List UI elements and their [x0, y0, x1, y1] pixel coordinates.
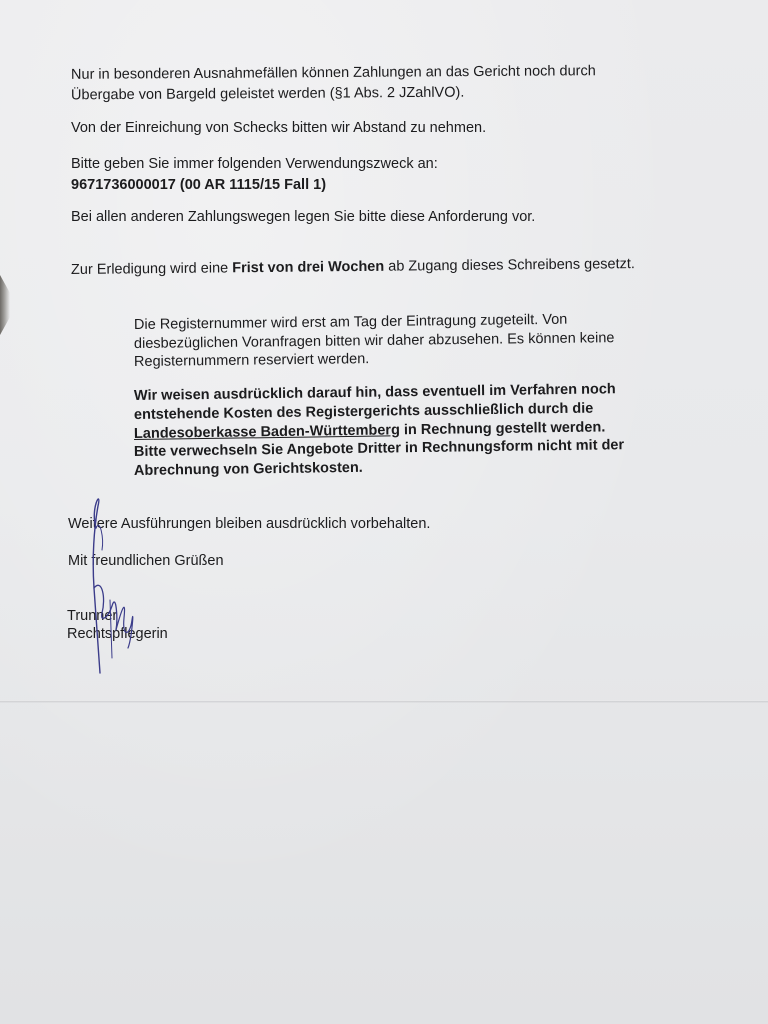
cost-notice-line-2: entstehende Kosten des Registergerichts ausschließlich durch die [133, 400, 594, 423]
reservation-paragraph: Weitere Ausführungen bleiben ausdrücklich vorbehalten. [68, 516, 431, 532]
payment-cash-line-2: Übergabe von Bargeld geleistet werden (§1 Abs. 2 JZahlVO). [70, 84, 465, 104]
no-checks-paragraph: Von der Einreichung von Schecks bitten wir Abstand zu nehmen. [71, 120, 487, 136]
cost-notice-line-5: Abrechnung von Gerichtskosten. [133, 459, 363, 479]
signer-title: Rechtspflegerin [67, 626, 168, 642]
other-payment-methods: Bei allen anderen Zahlungswegen legen Sie bitte diese Anforderung vor. [71, 209, 536, 225]
cost-notice-line-4: Bitte verwechseln Sie Angebote Dritter in Rechnungsform nicht mit der [133, 437, 625, 460]
payment-reference: 9671736000017 (00 AR 1115/15 Fall 1) [71, 177, 327, 193]
purpose-instruction: Bitte geben Sie immer folgenden Verwendungszweck an: [71, 156, 438, 172]
page-edge-shadow [0, 275, 10, 335]
closing-greeting: Mit freundlichen Grüßen [68, 553, 224, 569]
payment-cash-line-1: Nur in besonderen Ausnahmefällen können Zahlungen an das Gericht noch durch [70, 63, 596, 83]
deadline-paragraph [71, 255, 635, 280]
register-notice-line-2: diesbezüglichen Voranfragen bitten wir daher abzusehen. Es können keine [133, 330, 615, 352]
cost-notice-line-3-rest: in Rechnung gestellt werden. [399, 419, 606, 439]
handwritten-signature [72, 488, 152, 678]
cost-notice-line-1: Wir weisen ausdrücklich darauf hin, dass eventuell im Verfahren noch [133, 381, 616, 404]
deadline-bold: Frist von drei Wochen [232, 258, 385, 277]
signer-name: Trunner [67, 608, 118, 624]
landesoberkasse-name: Landesoberkasse Baden-Württemberg [133, 422, 400, 442]
register-notice-line-1: Die Registernummer wird erst am Tag der Eintragung zugeteilt. Von [133, 311, 568, 333]
deadline-text-post: ab Zugang dieses Schreibens gesetzt. [384, 256, 635, 275]
register-notice-line-3: Registernummern reserviert werden. [133, 351, 370, 370]
fold-line [0, 700, 768, 703]
deadline-text-pre: Zur Erledigung wird eine [70, 260, 233, 278]
